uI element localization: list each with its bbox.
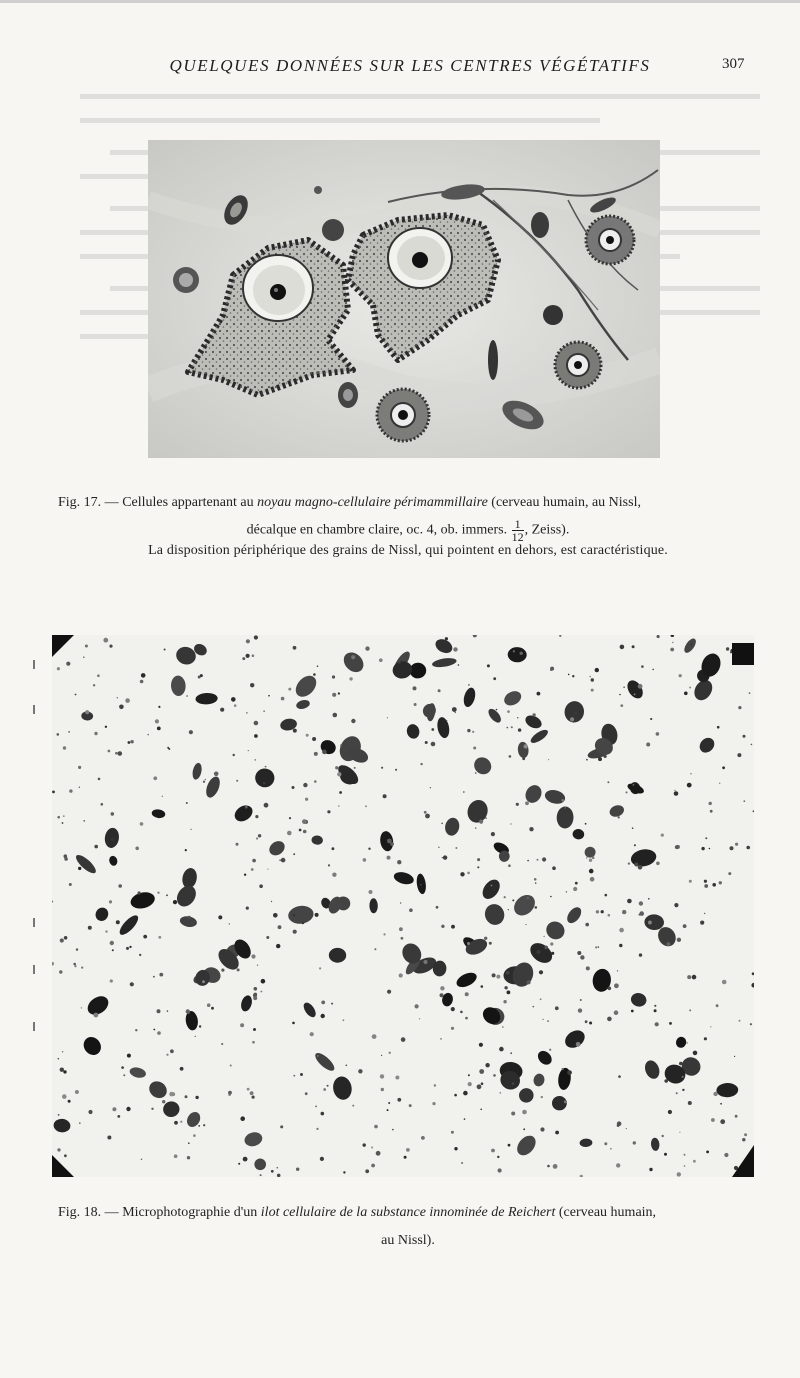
figure-18-photomicrograph [52,635,754,1177]
figure-17-caption-line-1 [58,493,758,513]
figure-17-caption-italic: noyau magno-cellulaire périmammillaire [257,495,488,510]
margin-mark [33,660,35,669]
margin-mark [33,705,35,714]
figure-17-caption-line-2 [58,518,758,543]
figure-17-caption-suffix: (cerveau humain, au Nissl, [491,495,641,510]
magnification-fraction [512,518,524,543]
figure-18-caption-prefix: Microphotographie d'un [122,1205,258,1220]
figure-17-label: Fig. 17. — [58,495,119,510]
figure-17-caption-zeiss: , Zeiss). [524,522,570,538]
margin-mark [33,918,35,927]
margin-mark [33,1022,35,1031]
margin-mark [33,965,35,974]
figure-18-caption-suffix: (cerveau humain, [558,1205,657,1220]
figure-18-caption-line-2: au Nissl). [381,1233,435,1248]
figure-18-label: Fig. 18. — [58,1205,119,1220]
figure-18-caption-italic: ilot cellulaire de la substance innominée de Reichert [260,1205,556,1220]
page-number: 307 [722,56,745,72]
fraction-numerator: 1 [512,518,524,531]
figure-17-illustration [148,140,660,458]
running-title: QUELQUES DONNÉES SUR LES CENTRES VÉGÉTATIFS [169,56,651,75]
figure-18-caption-line-1 [58,1203,758,1223]
page-top-edge [0,0,800,3]
figure-17-caption-line-3: La disposition périphérique des grains de Nissl, qui pointent en dehors, est caractéristique. [148,543,668,558]
fraction-denominator: 12 [511,530,524,544]
figure-17-caption-prefix: Cellules appartenant au [122,495,254,510]
figure-17-caption-objective: décalque en chambre claire, oc. 4, ob. immers. [246,522,508,538]
